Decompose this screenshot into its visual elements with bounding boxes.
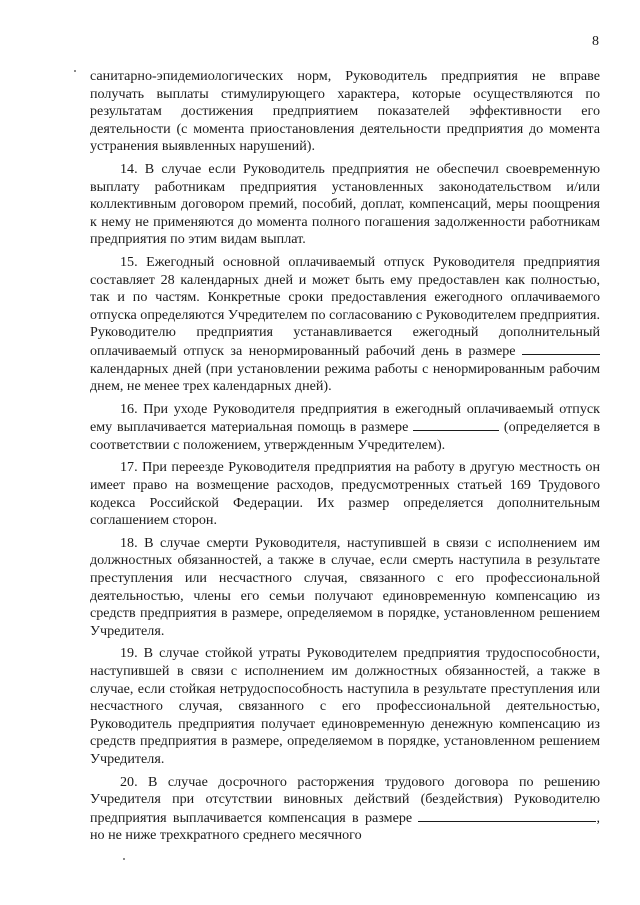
paragraph-15-part-2: календарных дней (при установлении режима работы с ненормированным рабочим днем, не менее трех календарных дней).: [90, 360, 600, 395]
page-number: 8: [592, 34, 599, 49]
paragraph-20-part-1: 20. В случае досрочного расторжения трудового договора по решению Учредителя при отсутствии виновных действий (бездействия) Руководителю предприятия выплачивается компенсация в размере: [90, 773, 600, 826]
paragraph-15-part-1: 15. Ежегодный основной оплачиваемый отпуск Руководителя предприятия составляет 28 календарных дней и может быть ему предоставлен как полностью, так и по частям. Конкретные сроки предоставления ежегодного оплачиваемого отпуска определяются Учредителем по согласованию с Руководителем предприятия. Руководителю предприятия устанавливается ежегодный дополнительный оплачиваемый отпуск за ненормированный рабочий день в размере: [90, 253, 600, 359]
paragraph-continuation: санитарно-эпидемиологических норм, Руководитель предприятия не вправе получать выплаты стимулирующего характера, которые осуществляются по результатам достижения предприятием показателей эффективности его деятельности (с момента приостановления деятельности предприятия до момента устранения выявленных нарушений).: [90, 68, 600, 155]
scan-speck: [123, 858, 125, 860]
paragraph-16-part-1: 16. При уходе Руководителя предприятия в ежегодный оплачиваемый отпуск ему выплачивается материальная помощь в размере: [90, 400, 600, 436]
fill-in-blank-amount: [413, 418, 499, 431]
scan-speck: [74, 70, 76, 72]
paragraph-16-part-2: (определяется в соответствии с положением, утвержденным Учредителем).: [90, 419, 600, 453]
paragraph-15: [90, 254, 600, 396]
paragraph-20-part-2: , но не ниже трехкратного среднего месячного: [90, 809, 600, 844]
paragraph-18: 18. В случае смерти Руководителя, наступившей в связи с исполнением им должностных обязанностей, а также в случае, если смерть наступила в результате преступления или несчастного случая, связанного с его профессиональной деятельностью, члены его семьи получают единовременную компенсацию из средств предприятия в размере, определяемом в порядке, установленном решением Учредителя.: [90, 534, 600, 639]
document-body: [90, 68, 600, 845]
fill-in-blank-days: [522, 342, 600, 355]
paragraph-20: [90, 774, 600, 845]
paragraph-16: [90, 401, 600, 455]
paragraph-14: 14. В случае если Руководитель предприятия не обеспечил своевременную выплату работникам предприятия установленных законодательством и/или коллективным договором премий, пособий, доплат, компенсаций, меры поощрения к нему не применяются до момента полного погашения задолженности работникам предприятия по этим видам выплат.: [90, 160, 600, 248]
paragraph-19: 19. В случае стойкой утраты Руководителем предприятия трудоспособности, наступившей в связи с исполнением им должностных обязанностей, а также в случае, если стойкая нетрудоспособность наступила в результате преступления или несчастного случая, связанного с его профессиональной деятельностью, Руководитель предприятия получает единовременную денежную компенсацию из средств предприятия в размере, определяемом в порядке, установленном решением Учредителя.: [90, 645, 600, 767]
paragraph-17: 17. При переезде Руководителя предприятия на работу в другую местность он имеет право на возмещение расходов, предусмотренных статьей 169 Трудового кодекса Российской Федерации. Их размер определяется дополнительным соглашением сторон.: [90, 459, 600, 529]
fill-in-blank-compensation: [418, 809, 596, 822]
